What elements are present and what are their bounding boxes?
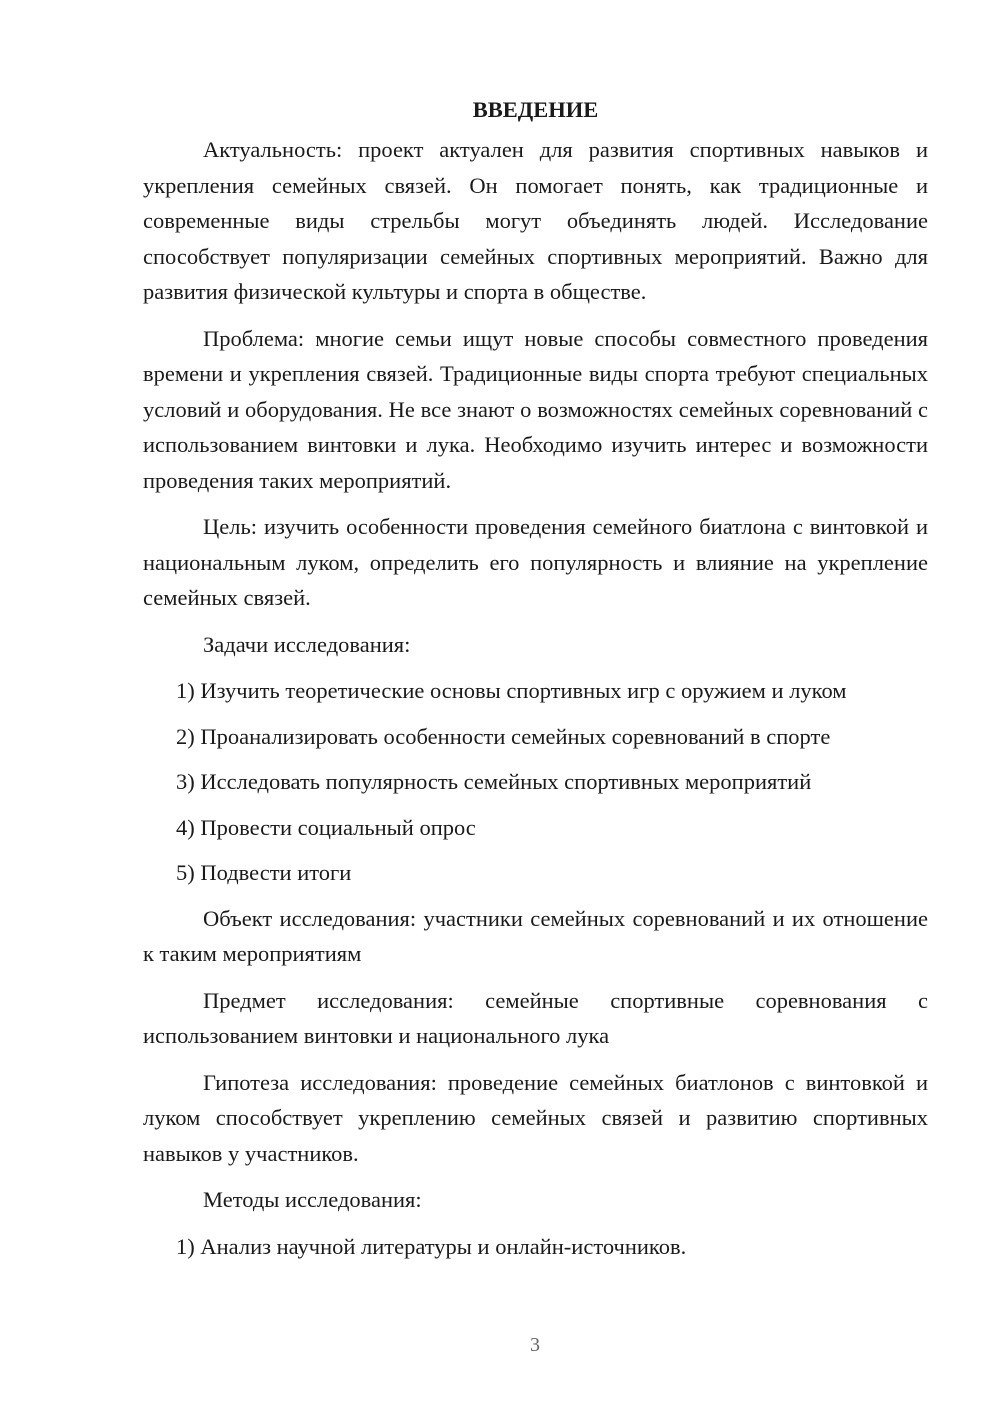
page-number: 3 <box>530 1334 540 1356</box>
object-paragraph: Объект исследования: участники семейных соревнований и их отношение к таким мероприятиям <box>143 905 928 966</box>
subject-paragraph: Предмет исследования: семейные спортивные соревнования с использованием винтовки и национального лука <box>143 987 928 1048</box>
section-title: ВВЕДЕНИЕ <box>472 97 599 122</box>
problem-paragraph: Проблема: многие семьи ищут новые способы совместного проведения времени и укрепления связей. Традиционные виды спорта требуют специальных условий и оборудования. Не все знают о возможностях семейных соревнований с использованием винтовки и лука. Необходимо изучить интерес и возможности проведения таких мероприятий. <box>143 325 928 493</box>
tasks-heading: Задачи исследования: <box>203 631 411 657</box>
task-item: 1) Изучить теоретические основы спортивных игр с оружием и луком <box>176 678 847 703</box>
tasks-list <box>143 673 928 891</box>
task-item: 3) Исследовать популярность семейных спортивных мероприятий <box>176 769 812 794</box>
task-item: 5) Подвести итоги <box>176 860 352 885</box>
task-item: 2) Проанализировать особенности семейных соревнований в спорте <box>176 723 831 749</box>
task-item: 4) Провести социальный опрос <box>176 814 476 840</box>
method-item: 1) Анализ научной литературы и онлайн-источников. <box>176 1233 687 1259</box>
page-content <box>143 92 928 1274</box>
relevance-paragraph: Актуальность: проект актуален для развития спортивных навыков и укрепления семейных связей. Он помогает понять, как традиционные и современные виды стрельбы могут объединять людей. Исследование способствует популяризации семейных спортивных мероприятий. Важно для развития физической культуры и спорта в обществе. <box>143 137 928 304</box>
methods-heading: Методы исследования: <box>203 1187 422 1212</box>
methods-list <box>143 1229 928 1265</box>
goal-paragraph: Цель: изучить особенности проведения семейного биатлона с винтовкой и национальным луком, определить его популярность и влияние на укрепление семейных связей. <box>143 514 928 610</box>
hypothesis-paragraph: Гипотеза исследования: проведение семейных биатлонов с винтовкой и луком способствует укреплению семейных связей и развитию спортивных навыков у участников. <box>143 1069 928 1166</box>
